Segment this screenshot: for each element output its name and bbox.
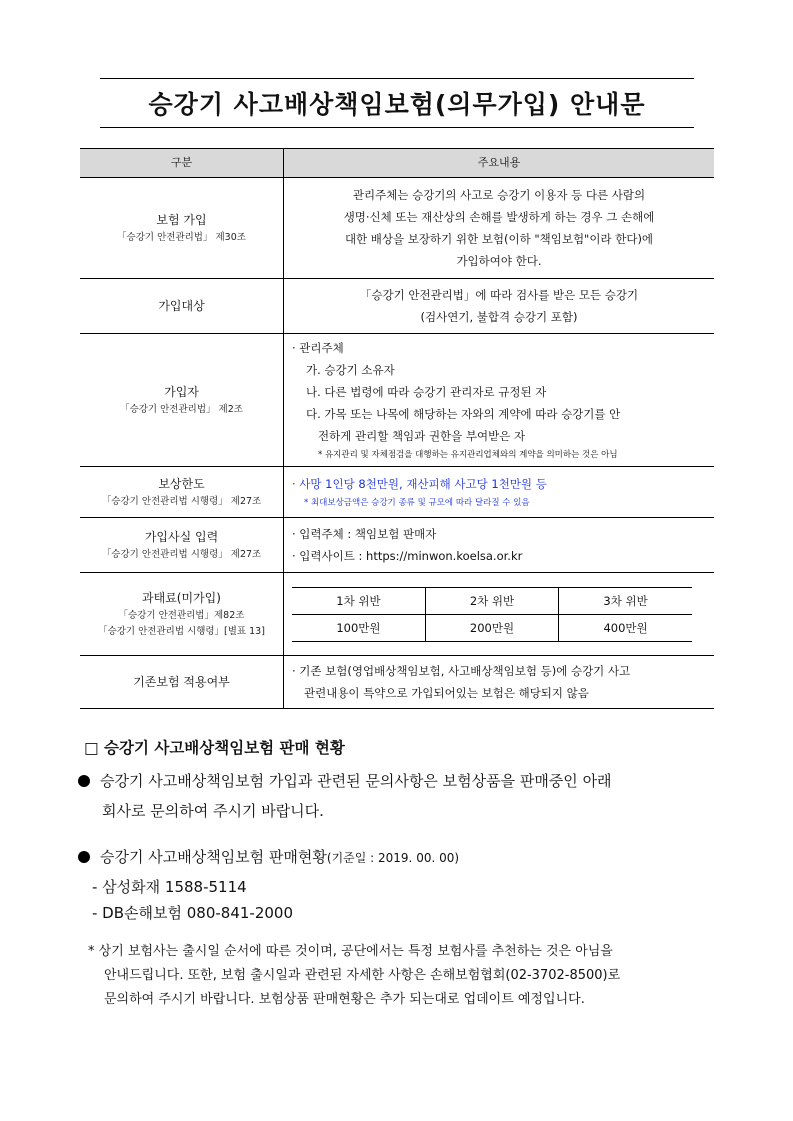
row-input-label: 가입사실 입력 [144, 530, 219, 544]
row-fine-law: 「승강기 안전관리법」제82조 [118, 610, 245, 621]
row-input [80, 518, 714, 573]
row-existing-label: 기존보험 적용여부 [133, 675, 230, 689]
row-input-content [284, 518, 715, 573]
row-subscriber-content [284, 334, 715, 467]
bullet-dot-icon [78, 851, 90, 863]
row-join-line: 생명·신체 또는 재산상의 손해를 발생하게 하는 경우 그 손해에 [343, 210, 655, 224]
row-join-label-cell [80, 178, 284, 279]
row-join-line: 가입하여야 한다. [456, 254, 542, 268]
fine-value: 400만원 [559, 614, 692, 641]
row-join-line: 대한 배상을 보장하기 위한 보험(이하 "책임보험"이라 한다)에 [344, 232, 654, 246]
fine-table [292, 587, 692, 642]
row-fine-label-cell [80, 573, 284, 656]
limit-line: · 사망 1인당 8천만원, 재산피해 사고당 1천만원 등 [292, 477, 547, 491]
row-fine [80, 573, 714, 656]
fine-header: 3차 위반 [559, 587, 692, 614]
subscriber-note: * 유지관리 및 자체점검을 대행하는 유지관리업체와의 계약을 의미하는 것은 아님 [318, 450, 618, 460]
row-join [80, 178, 714, 279]
row-existing [80, 656, 714, 709]
row-limit-law: 「승강기 안전관리법 시행령」 제27조 [101, 496, 262, 507]
page-title: 승강기 사고배상책임보험(의무가입) 안내문 [148, 90, 646, 119]
subscriber-line: · 관리주체 [292, 341, 344, 355]
fine-header-row [292, 587, 692, 614]
row-target [80, 279, 714, 334]
bullet-inquiry-text: 회사로 문의하여 주시기 바랍니다. [102, 802, 324, 820]
row-limit-label: 보상한도 [158, 477, 205, 491]
row-fine-law: 「승강기 안전관리법 시행령」[별표 13] [98, 626, 265, 637]
fine-value: 100만원 [292, 614, 425, 641]
fine-header: 1차 위반 [292, 587, 425, 614]
row-input-label-cell [80, 518, 284, 573]
row-fine-label: 과태료(미가입) [142, 591, 221, 605]
row-target-line: 「승강기 안전관리법」에 따라 검사를 받은 모든 승강기 [359, 288, 639, 302]
row-limit-content [284, 467, 715, 518]
bullet-status-text: 승강기 사고배상책임보험 판매현황 [100, 848, 327, 866]
fine-header: 2차 위반 [425, 587, 558, 614]
input-line: · 입력주체 : 책임보험 판매자 [292, 527, 437, 541]
limit-note: * 최대보상금액은 승강기 종류 및 규모에 따라 달라질 수 있음 [304, 498, 530, 508]
input-line: · 입력사이트 : https://minwon.koelsa.or.kr [292, 549, 523, 563]
row-join-law: 「승강기 안전관리법」 제30조 [117, 232, 246, 243]
table-header-row [80, 149, 714, 178]
bullet-status-date: (기준일 : 2019. 00. 00) [326, 851, 460, 865]
section-title: □ 승강기 사고배상책임보험 판매 현황 [84, 739, 345, 757]
row-subscriber-label: 가입자 [164, 385, 199, 399]
existing-line: · 기존 보험(영업배상책임보험, 사고배상책임보험 등)에 승강기 사고 [292, 664, 631, 678]
fine-value: 200만원 [425, 614, 558, 641]
row-subscriber [80, 334, 714, 467]
company-samsung: - 삼성화재 1588-5114 [92, 878, 247, 896]
subscriber-line: 전하게 관리할 책임과 권한을 부여받은 자 [318, 429, 526, 443]
subscriber-line: 나. 다른 법령에 따라 승강기 관리자로 규정된 자 [306, 385, 547, 399]
header-content: 주요내용 [284, 149, 715, 178]
row-subscriber-law: 「승강기 안전관리법」 제2조 [120, 404, 243, 415]
fine-value-row [292, 614, 692, 641]
bullet-inquiry [78, 766, 718, 826]
existing-line: 관련내용이 특약으로 가입되어있는 보험은 해당되지 않음 [304, 686, 589, 700]
row-subscriber-label-cell [80, 334, 284, 467]
footnote [88, 940, 720, 1012]
row-limit [80, 467, 714, 518]
row-limit-label-cell [80, 467, 284, 518]
info-table [80, 148, 714, 709]
row-fine-content [284, 573, 715, 656]
footnote-line: 문의하여 주시기 바랍니다. 보험상품 판매현황은 추가 되는대로 업데이트 예정입니다. [104, 992, 585, 1007]
footnote-line: 안내드립니다. 또한, 보험 출시일과 관련된 자세한 사항은 손해보험협회(02-3702-8500)로 [104, 968, 621, 983]
bullet-dot-icon [78, 775, 90, 787]
subscriber-line: 다. 가목 또는 나목에 해당하는 자와의 계약에 따라 승강기를 안 [306, 407, 621, 421]
row-join-content [284, 178, 715, 279]
row-existing-label-cell [80, 656, 284, 709]
row-join-line: 관리주체는 승강기의 사고로 승강기 이용자 등 다른 사람의 [352, 188, 646, 202]
row-target-label: 가입대상 [158, 299, 205, 313]
row-target-label-cell [80, 279, 284, 334]
bullet-status [78, 842, 718, 873]
company-db: - DB손해보험 080-841-2000 [92, 904, 294, 922]
title-box [100, 78, 694, 128]
header-category: 구분 [80, 149, 284, 178]
row-join-label: 보험 가입 [156, 213, 207, 227]
row-target-content [284, 279, 715, 334]
row-input-law: 「승강기 안전관리법 시행령」 제27조 [101, 549, 262, 560]
row-existing-content [284, 656, 715, 709]
row-target-line: (검사연기, 불합격 승강기 포함) [420, 310, 578, 324]
bullet-inquiry-text: 승강기 사고배상책임보험 가입과 관련된 문의사항은 보험상품을 판매중인 아래 [100, 772, 612, 790]
subscriber-line: 가. 승강기 소유자 [306, 363, 395, 377]
footnote-line: * 상기 보험사는 출시일 순서에 따른 것이며, 공단에서는 특정 보험사를 추천하는 것은 아님을 [88, 944, 613, 959]
